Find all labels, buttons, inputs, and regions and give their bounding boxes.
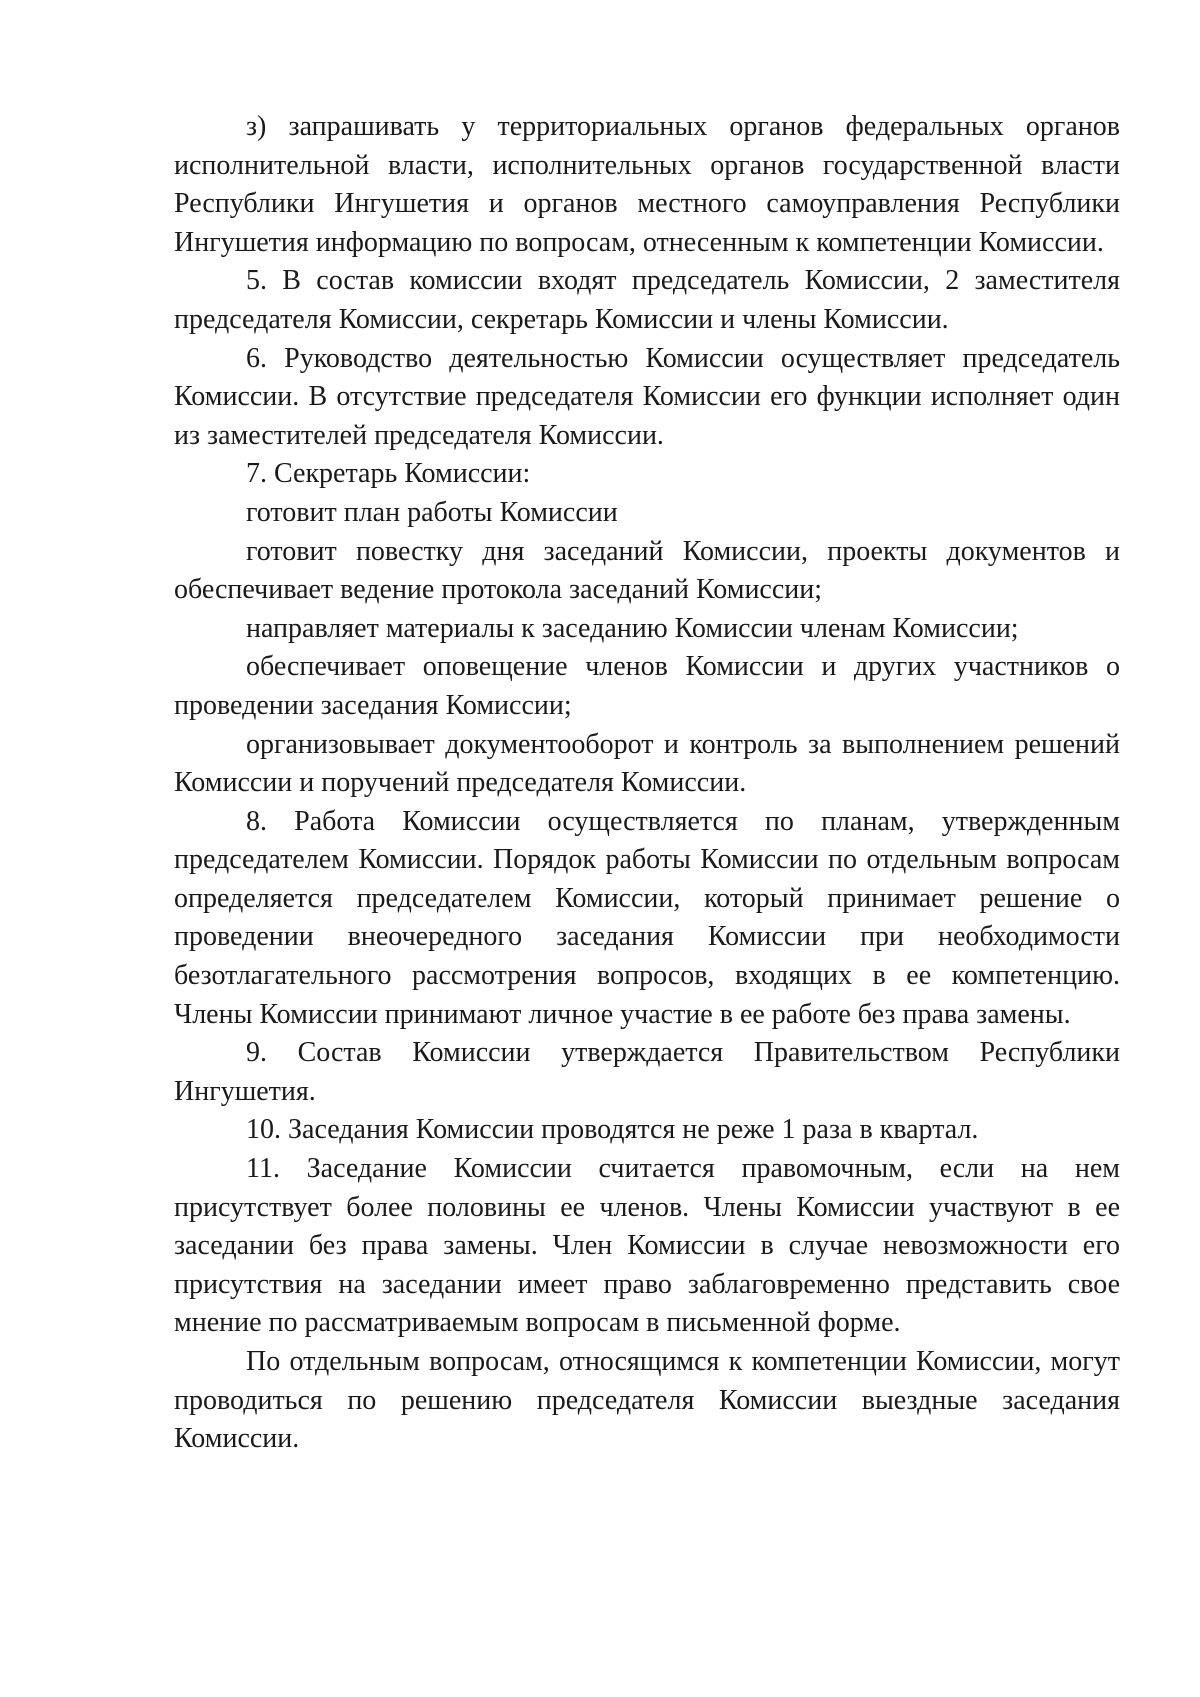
paragraph-11: 11. Заседание Комиссии считается правомочным, если на нем присутствует более половины ее членов. Члены Комиссии участвуют в ее заседании без права замены. Член Комиссии в случае невозможности его присутствия на заседании имеет право заблаговременно представить свое мнение по рассматриваемым вопросам в письменной форме. — [174, 1153, 1120, 1339]
paragraph-10: 10. Заседания Комиссии проводятся не реже 1 раза в квартал. — [246, 1114, 979, 1146]
secretary-duty-notification: обеспечивает оповещение членов Комиссии и других участников о проведении заседания Комиссии; — [174, 651, 1120, 721]
paragraph-6: 6. Руководство деятельностью Комиссии осуществляет председатель Комиссии. В отсутствие председателя Комиссии его функции исполняет один из заместителей председателя Комиссии. — [174, 342, 1120, 451]
paragraph-item-z: з) запрашивать у территориальных органов федеральных органов исполнительной власти, исполнительных органов государственной власти Республики Ингушетия и органов местного самоуправления Республики Ингушетия информацию по вопросам, отнесенным к компетенции Комиссии. — [174, 111, 1120, 258]
document-page — [174, 108, 1120, 1459]
paragraph-7: 7. Секретарь Комиссии: — [246, 458, 531, 490]
secretary-duty-agenda: готовит повестку дня заседаний Комиссии, проекты документов и обеспечивает ведение протокола заседаний Комиссии; — [174, 535, 1120, 606]
paragraph-8: 8. Работа Комиссии осуществляется по планам, утвержденным председателем Комиссии. Порядок работы Комиссии по отдельным вопросам определяется председателем Комиссии, который принимает решение о проведении внеочередного заседания Комиссии при необходимости безотлагательного рассмотрения вопросов, входящих в ее компетенцию. Члены Комиссии принимают личное участие в ее работе без права замены. — [174, 805, 1120, 1030]
paragraph-offsite-sessions: По отдельным вопросам, относящимся к компетенции Комиссии, могут проводиться по решению председателя Комиссии выездные заседания Комиссии. — [174, 1346, 1120, 1455]
secretary-duty-control: организовывает документооборот и контроль за выполнением решений Комиссии и поручений председателя Комиссии. — [174, 728, 1120, 799]
secretary-duty-materials: направляет материалы к заседанию Комиссии членам Комиссии; — [246, 612, 1019, 644]
paragraph-9: 9. Состав Комиссии утверждается Правительством Республики Ингушетия. — [174, 1037, 1120, 1107]
paragraph-5: 5. В состав комиссии входят председатель Комиссии, 2 заместителя председателя Комиссии, секретарь Комиссии и члены Комиссии. — [174, 265, 1120, 335]
secretary-duty-plan: готовит план работы Комиссии — [246, 496, 618, 528]
